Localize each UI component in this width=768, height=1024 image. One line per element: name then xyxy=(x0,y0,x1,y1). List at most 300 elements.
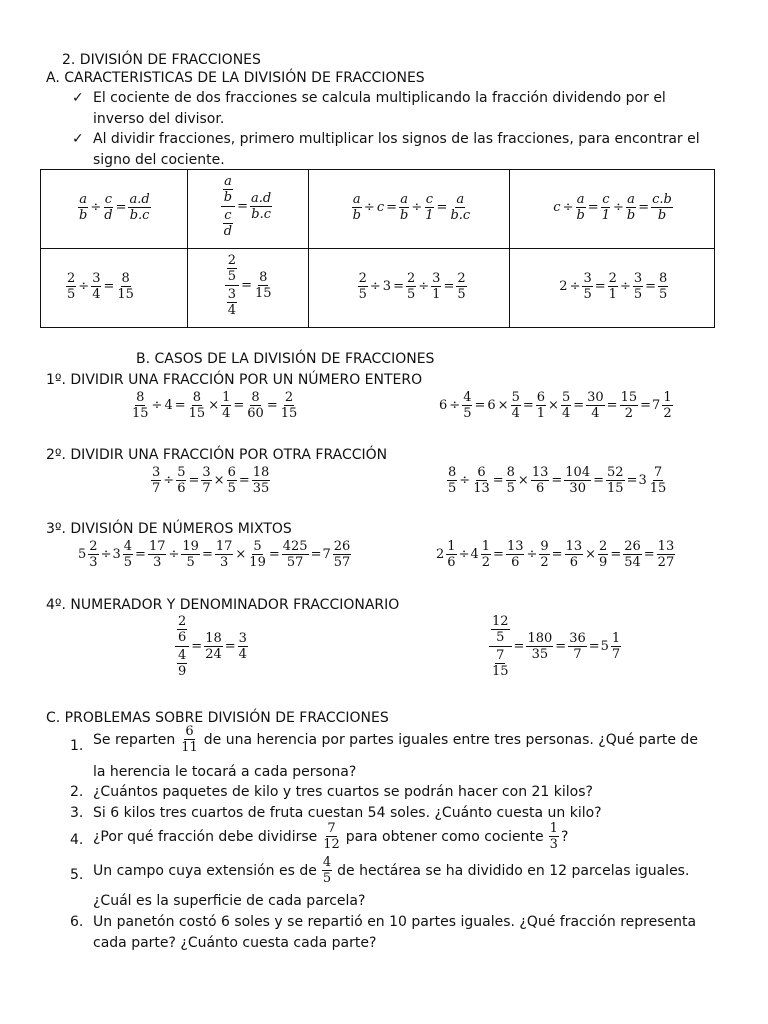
operator: = xyxy=(310,547,322,562)
fraction-numerator: c xyxy=(425,192,434,207)
mixed-whole: 7 xyxy=(652,398,661,413)
fraction-denominator: 1 xyxy=(536,406,546,421)
complex-fraction-numerator xyxy=(489,614,512,647)
fraction-denominator: 1 xyxy=(608,287,617,302)
fraction xyxy=(431,271,441,302)
fraction-numerator: 8 xyxy=(259,270,268,285)
operator: = xyxy=(573,398,585,413)
fraction-denominator: 5 xyxy=(186,555,195,570)
fraction-denominator: 5 xyxy=(583,287,592,302)
fraction xyxy=(575,192,585,223)
complex-fraction xyxy=(221,174,235,239)
case-4-example-2 xyxy=(488,614,622,679)
fraction-numerator: 9 xyxy=(540,539,549,554)
operator: = xyxy=(610,547,622,562)
fraction-denominator: 11 xyxy=(181,740,198,755)
fraction-numerator: 5 xyxy=(561,390,571,405)
example-complex-fraction xyxy=(224,253,274,318)
fraction-denominator: b xyxy=(626,208,636,223)
fraction-denominator: 1 xyxy=(425,208,434,223)
complex-fraction xyxy=(225,253,239,318)
fraction xyxy=(472,465,491,496)
fraction xyxy=(128,192,150,223)
operator: ÷ xyxy=(163,473,175,488)
operator: = xyxy=(266,398,278,413)
formula-general-complex-fraction xyxy=(220,174,273,239)
fraction xyxy=(623,539,642,570)
fraction-denominator: 4 xyxy=(591,406,600,421)
fraction-numerator: a xyxy=(576,192,585,207)
fraction-denominator: b.c xyxy=(251,207,271,222)
fraction xyxy=(606,465,625,496)
fraction-denominator: b xyxy=(576,208,585,223)
operator: ÷ xyxy=(526,547,538,562)
fraction xyxy=(447,465,457,496)
fraction xyxy=(176,465,186,496)
fraction-numerator: a xyxy=(79,192,88,207)
fraction-numerator: 7 xyxy=(496,648,505,663)
fraction-denominator: 4 xyxy=(511,406,520,421)
fraction xyxy=(280,390,299,421)
fraction xyxy=(352,192,362,223)
operator: = xyxy=(643,547,655,562)
fraction-denominator: 15 xyxy=(188,406,206,421)
fraction xyxy=(481,539,491,570)
fraction-denominator: 2 xyxy=(624,406,633,421)
case-4-title: 4º. NUMERADOR Y DENOMINADOR FRACCIONARIO xyxy=(46,597,400,613)
fraction xyxy=(254,270,273,301)
operator: = xyxy=(638,200,650,215)
mixed-number xyxy=(601,631,623,662)
operator: = xyxy=(588,639,600,654)
fraction-numerator: 3 xyxy=(583,271,592,286)
fraction-denominator: 12 xyxy=(323,837,340,852)
fraction-denominator: 13 xyxy=(473,481,490,496)
table-row xyxy=(41,249,715,328)
mixed-whole: 3 xyxy=(638,473,647,488)
case-1-title: 1º. DIVIDIR UNA FRACCIÓN POR UN NÚMERO ENTERO xyxy=(46,372,423,388)
operator: = xyxy=(188,473,200,488)
operator: × xyxy=(497,398,509,413)
formula-general-fraction-division xyxy=(77,192,152,223)
mixed-whole: 3 xyxy=(112,547,121,562)
fraction-denominator: 15 xyxy=(132,406,149,421)
mixed-number xyxy=(322,539,352,570)
fraction-denominator: 4 xyxy=(222,406,231,421)
operator: = xyxy=(626,473,638,488)
fraction xyxy=(181,539,200,570)
operator: = xyxy=(237,199,249,214)
fraction-numerator: 2 xyxy=(178,614,187,629)
fraction-denominator: 5 xyxy=(322,871,332,886)
operator: = xyxy=(593,473,605,488)
fraction xyxy=(536,390,546,421)
problem-1-text-before: Se reparten xyxy=(93,731,176,748)
fraction-denominator: 30 xyxy=(569,481,586,496)
operator: × xyxy=(548,398,559,413)
operator: ÷ xyxy=(612,200,624,215)
fraction-denominator: 3 xyxy=(89,555,98,570)
complex-fraction xyxy=(489,614,512,679)
operator: = xyxy=(268,547,280,562)
fraction-denominator: 35 xyxy=(252,481,270,496)
division-properties-table xyxy=(40,169,715,328)
fraction-denominator: 4 xyxy=(227,303,237,318)
fraction-numerator: 3 xyxy=(633,271,643,286)
fraction-denominator: 7 xyxy=(202,481,211,496)
fraction-denominator: 9 xyxy=(599,555,608,570)
fraction-denominator: 6 xyxy=(177,481,186,496)
table-cell xyxy=(41,170,188,249)
problem-1-fraction xyxy=(180,724,199,755)
bullet-1-line-2: inverso del divisor. xyxy=(93,111,225,127)
fraction-numerator: c.b xyxy=(652,192,672,207)
operator: = xyxy=(115,200,127,215)
operator: = xyxy=(224,639,236,654)
operator: = xyxy=(241,278,252,293)
problem-1-text-after: de una herencia por partes iguales entre tres personas. ¿Qué parte de xyxy=(203,731,698,748)
problem-4-text-middle: para obtener como cociente xyxy=(345,828,544,845)
table-cell xyxy=(187,249,308,328)
fraction xyxy=(358,271,368,302)
fraction-numerator: 7 xyxy=(327,821,336,836)
fraction xyxy=(204,631,223,662)
fraction-numerator: a xyxy=(352,192,361,207)
table-row xyxy=(41,170,715,249)
fraction-denominator: 7 xyxy=(611,647,621,662)
operator: ÷ xyxy=(418,279,430,294)
check-icon: ✓ xyxy=(72,90,84,106)
fraction-denominator: 54 xyxy=(624,555,641,570)
complex-fraction-denominator xyxy=(221,207,235,239)
fraction-numerator: 3 xyxy=(432,271,441,286)
fraction-denominator: 6 xyxy=(569,555,578,570)
fraction xyxy=(148,539,167,570)
complex-fraction-numerator xyxy=(221,174,235,207)
problem-5-text-after: de hectárea se ha dividido en 12 parcelas iguales. xyxy=(337,862,690,879)
fraction-numerator: c xyxy=(602,192,610,207)
fraction-numerator: 4 xyxy=(123,539,133,554)
fraction-denominator: 3 xyxy=(153,555,162,570)
fraction xyxy=(657,539,676,570)
fraction-numerator: 6 xyxy=(536,390,546,405)
fraction-numerator: 2 xyxy=(358,271,367,286)
operator: ÷ xyxy=(100,547,112,562)
problem-5-number: 5. xyxy=(70,867,84,883)
problem-4 xyxy=(93,821,568,852)
operator: = xyxy=(594,279,606,294)
fraction-denominator: 1 xyxy=(432,287,441,302)
fraction-denominator: b xyxy=(79,208,88,223)
operator: ÷ xyxy=(449,398,461,413)
fraction-numerator: 13 xyxy=(506,539,524,554)
fraction-numerator: 8 xyxy=(136,390,145,405)
table-cell xyxy=(308,170,510,249)
fraction-numerator: 13 xyxy=(565,539,583,554)
fraction xyxy=(252,465,271,496)
fraction xyxy=(406,271,416,302)
example-integer-by-fraction xyxy=(558,271,669,302)
problem-5-line-2: ¿Cuál es la superficie de cada parcela? xyxy=(93,893,366,909)
fraction-numerator: a xyxy=(224,174,232,189)
operator: = xyxy=(386,200,398,215)
fraction xyxy=(227,253,237,284)
complex-fraction-denominator xyxy=(175,647,189,679)
fraction xyxy=(248,539,267,570)
fraction-numerator: 18 xyxy=(205,631,222,646)
fraction-numerator: 1 xyxy=(447,539,456,554)
fraction-numerator: 1 xyxy=(611,631,621,646)
fraction-numerator: 26 xyxy=(624,539,641,554)
operator: = xyxy=(436,200,448,215)
term: 6 xyxy=(439,398,448,413)
fraction xyxy=(246,390,265,421)
term: c xyxy=(553,200,561,215)
fraction-numerator: 3 xyxy=(238,631,247,646)
term: 2 xyxy=(559,279,568,294)
fraction-denominator: 15 xyxy=(254,286,272,301)
fraction xyxy=(103,192,113,223)
case-2-example-1 xyxy=(150,465,271,496)
bullet-1-line-1: El cociente de dos fracciones se calcula multiplicando la fracción dividendo por el xyxy=(93,90,666,106)
fraction-denominator: 5 xyxy=(67,287,76,302)
problem-4-fraction xyxy=(322,821,341,852)
fraction-denominator: 5 xyxy=(659,287,668,302)
fraction-numerator: 52 xyxy=(607,465,624,480)
fraction-denominator: 57 xyxy=(286,555,304,570)
fraction-denominator: d xyxy=(223,224,233,239)
operator: = xyxy=(555,639,567,654)
fraction-numerator: 180 xyxy=(527,631,553,646)
fraction-numerator: 17 xyxy=(148,539,166,554)
bullet-2-line-1: Al dividir fracciones, primero multiplicar los signos de las fracciones, para encontrar el xyxy=(93,131,700,147)
fraction-numerator: 8 xyxy=(448,465,457,480)
fraction-denominator: 15 xyxy=(117,287,134,302)
fraction-denominator: 9 xyxy=(178,664,187,679)
example-fraction-division xyxy=(65,271,136,302)
fraction-denominator: 15 xyxy=(492,664,509,679)
fraction xyxy=(491,648,510,679)
fraction xyxy=(227,287,237,318)
fraction-numerator: 8 xyxy=(506,465,515,480)
fraction-numerator: 13 xyxy=(657,539,675,554)
fraction-numerator: 30 xyxy=(587,390,604,405)
fraction xyxy=(151,465,161,496)
fraction-numerator: 19 xyxy=(182,539,199,554)
fraction-numerator: 8 xyxy=(251,390,260,405)
mixed-whole: 5 xyxy=(78,547,87,562)
table-cell xyxy=(308,249,510,328)
problem-4-number: 4. xyxy=(70,832,84,848)
fraction-denominator: b xyxy=(657,208,667,223)
fraction-denominator: 5 xyxy=(123,555,133,570)
fraction-numerator: a.d xyxy=(129,192,150,207)
fraction-denominator: 4 xyxy=(561,406,571,421)
operator: ÷ xyxy=(78,279,90,294)
fraction-numerator: 2 xyxy=(284,390,294,405)
fraction xyxy=(223,208,233,239)
fraction-denominator: 5 xyxy=(463,406,472,421)
case-3-title: 3º. DIVISIÓN DE NÚMEROS MIXTOS xyxy=(46,521,292,537)
mixed-whole: 2 xyxy=(436,547,445,562)
fraction-numerator: 4 xyxy=(322,855,332,870)
fraction xyxy=(564,465,591,496)
fraction-numerator: 2 xyxy=(406,271,416,286)
fraction xyxy=(651,192,673,223)
formula-general-fraction-by-integer xyxy=(351,192,473,223)
problem-3-number: 3. xyxy=(70,805,84,821)
operator: = xyxy=(474,398,486,413)
fraction-denominator: 5 xyxy=(506,481,515,496)
fraction xyxy=(449,192,471,223)
fraction-denominator: 15 xyxy=(280,406,298,421)
fraction-denominator: b xyxy=(400,208,409,223)
fraction xyxy=(531,465,550,496)
fraction-denominator: 5 xyxy=(496,630,505,645)
fraction xyxy=(456,271,466,302)
fraction xyxy=(568,631,587,662)
complex-fraction-numerator xyxy=(225,253,239,286)
fraction xyxy=(506,539,525,570)
fraction-denominator: 5 xyxy=(358,287,367,302)
fraction-denominator: 19 xyxy=(249,555,266,570)
operator: = xyxy=(513,639,525,654)
operator: = xyxy=(233,398,245,413)
fraction-denominator: 5 xyxy=(457,287,466,302)
problem-3-text: Si 6 kilos tres cuartos de fruta cuestan 54 soles. ¿Cuánto cuesta un kilo? xyxy=(93,805,602,821)
fraction-numerator: 1 xyxy=(549,821,558,836)
operator: = xyxy=(174,398,186,413)
fraction-denominator: 35 xyxy=(531,647,549,662)
problem-2-number: 2. xyxy=(70,784,84,800)
fraction-numerator: 36 xyxy=(569,631,586,646)
fraction-numerator: 8 xyxy=(659,271,668,286)
fraction xyxy=(424,192,434,223)
fraction-numerator: 8 xyxy=(121,271,130,286)
fraction-numerator: a xyxy=(627,192,635,207)
operator: ÷ xyxy=(569,279,581,294)
fraction-numerator: 3 xyxy=(202,465,211,480)
fraction-numerator: 6 xyxy=(477,465,486,480)
fraction-denominator: b.c xyxy=(450,208,471,223)
fraction xyxy=(201,465,211,496)
problem-4-text-after: ? xyxy=(560,828,569,845)
fraction-numerator: 2 xyxy=(457,271,466,286)
mixed-whole: 7 xyxy=(322,547,331,562)
fraction-denominator: 5 xyxy=(406,287,416,302)
operator: ÷ xyxy=(369,279,381,294)
case-3-example-2 xyxy=(436,539,676,570)
operator: × xyxy=(517,473,529,488)
operator: ÷ xyxy=(459,473,471,488)
section-b-heading: B. CASOS DE LA DIVISIÓN DE FRACCIONES xyxy=(136,351,435,367)
operator: ÷ xyxy=(90,200,102,215)
fraction xyxy=(511,390,521,421)
fraction xyxy=(620,390,639,421)
table-cell xyxy=(41,249,188,328)
fraction xyxy=(227,465,237,496)
fraction-denominator: 24 xyxy=(205,647,222,662)
table-cell xyxy=(510,249,715,328)
table-cell xyxy=(510,170,715,249)
fraction xyxy=(649,465,668,496)
fraction-denominator: 60 xyxy=(247,406,264,421)
section-c-heading: C. PROBLEMAS SOBRE DIVISIÓN DE FRACCIONES xyxy=(46,710,389,726)
fraction-numerator: 1 xyxy=(663,390,672,405)
fraction-numerator: 6 xyxy=(227,465,236,480)
fraction-numerator: 2 xyxy=(67,271,76,286)
operator: × xyxy=(585,547,597,562)
fraction-numerator: a.d xyxy=(251,191,272,206)
fraction-denominator: 7 xyxy=(152,481,161,496)
example-fraction-by-integer xyxy=(357,271,468,302)
fraction-numerator: 2 xyxy=(608,271,617,286)
fraction-denominator: 27 xyxy=(657,555,675,570)
mixed-number xyxy=(470,539,492,570)
term: 3 xyxy=(382,279,392,294)
fraction-denominator: b xyxy=(223,190,233,205)
fraction-denominator: 2 xyxy=(481,555,491,570)
fraction xyxy=(223,174,233,205)
fraction-denominator: b xyxy=(352,208,361,223)
fraction-numerator: 4 xyxy=(178,648,187,663)
fraction xyxy=(633,271,643,302)
fraction-numerator: 425 xyxy=(282,539,308,554)
operator: = xyxy=(640,398,652,413)
term: c xyxy=(376,200,385,215)
fraction-numerator: 3 xyxy=(227,287,237,302)
fraction xyxy=(66,271,76,302)
operator: = xyxy=(201,547,213,562)
mixed-number xyxy=(436,539,458,570)
fraction-numerator: 26 xyxy=(333,539,351,554)
fraction xyxy=(88,539,98,570)
mixed-number xyxy=(652,390,674,421)
fraction-denominator: 1 xyxy=(601,208,610,223)
problem-5 xyxy=(93,855,689,886)
fraction-denominator: 6 xyxy=(535,481,545,496)
fraction xyxy=(662,390,672,421)
bullet-2-line-2: signo del cociente. xyxy=(93,152,225,168)
fraction-numerator: 17 xyxy=(215,539,233,554)
fraction-numerator: 2 xyxy=(227,253,237,268)
fraction xyxy=(526,631,553,662)
fraction-numerator: c xyxy=(104,192,113,207)
mixed-number xyxy=(78,539,100,570)
fraction-numerator: 104 xyxy=(565,465,591,480)
fraction-denominator: 2 xyxy=(663,406,672,421)
fraction xyxy=(491,614,510,645)
fraction-numerator: a xyxy=(456,192,465,207)
page-title: 2. DIVISIÓN DE FRACCIONES xyxy=(62,52,261,68)
fraction-denominator: b.c xyxy=(129,208,150,223)
fraction-denominator: 4 xyxy=(92,287,101,302)
mixed-whole: 4 xyxy=(470,547,479,562)
fraction-numerator: 6 xyxy=(185,724,194,739)
operator: = xyxy=(587,200,599,215)
case-1-example-2 xyxy=(438,390,674,421)
fraction-denominator: 6 xyxy=(511,555,520,570)
table-cell xyxy=(187,170,308,249)
fraction-numerator: 4 xyxy=(463,390,472,405)
fraction xyxy=(565,539,584,570)
operator: = xyxy=(493,547,504,562)
fraction-numerator: 2 xyxy=(599,539,608,554)
fraction xyxy=(177,648,187,679)
fraction xyxy=(250,191,272,222)
case-4-example-1 xyxy=(174,614,249,679)
fraction-numerator: 18 xyxy=(252,465,270,480)
